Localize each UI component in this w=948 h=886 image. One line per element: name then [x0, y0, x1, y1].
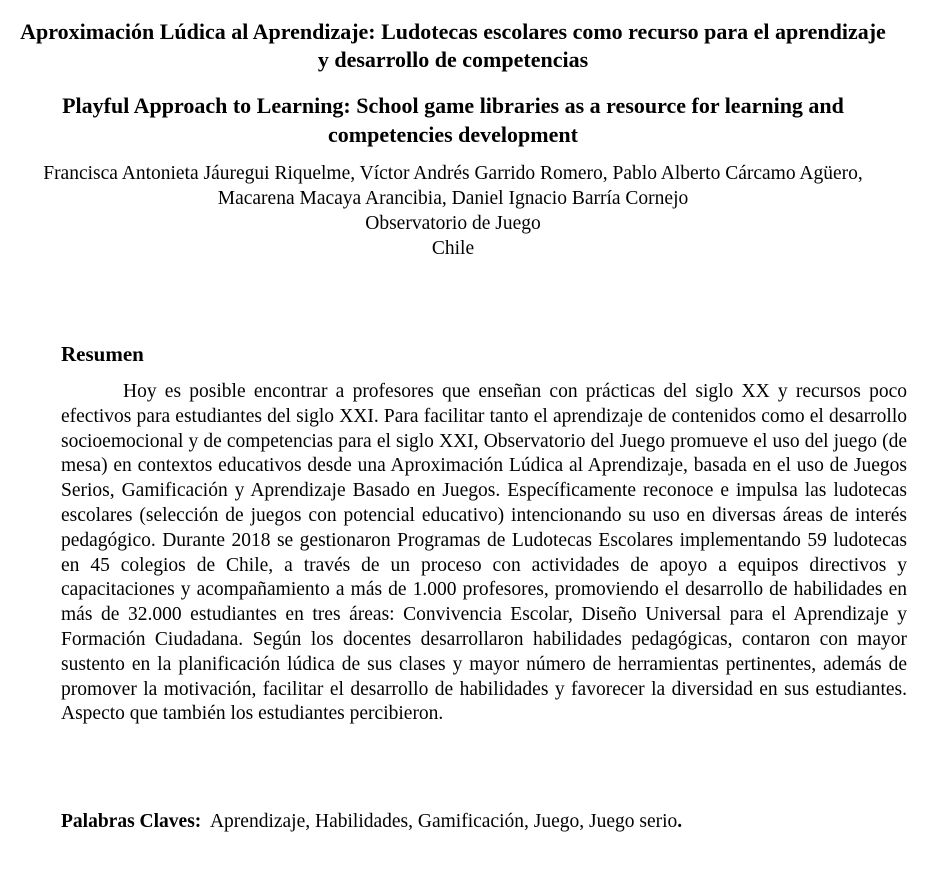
title-english: Playful Approach to Learning: School game libraries as a resource for learning and competencies development	[62, 93, 844, 147]
keywords-label: Palabras Claves:	[61, 811, 202, 832]
abstract-heading: Resumen	[61, 342, 144, 366]
keywords	[61, 809, 907, 834]
affiliation-country: Chile	[431, 238, 475, 259]
author-list: Francisca Antonieta Jáuregui Riquelme, Víctor Andrés Garrido Romero, Pablo Alberto Cárcamo Agüero, Macarena Macaya Arancibia, Daniel Ignacio Barría Cornejo	[43, 163, 863, 209]
abstract-body: Hoy es posible encontrar a profesores que enseñan con prácticas del siglo XX y recursos poco efectivos para estudiantes del siglo XXI. Para facilitar tanto el aprendizaje de contenidos como el desarrollo socioemocional y de competencias para el siglo XXI, Observatorio del Juego promueve el uso del juego (de mesa) en contextos educativos desde una Aproximación Lúdica al Aprendizaje, basada en el uso de Juegos Serios, Gamificación y Aprendizaje Basado en Juegos. Específicamente reconoce e impulsa las ludotecas escolares (selección de juegos con potencial educativo) intencionando su uso en diversas áreas de interés pedagógico. Durante 2018 se gestionaron Programas de Ludotecas Escolares implementando 59 ludotecas en 45 colegios de Chile, a través de un proceso con actividades de apoyo a equipos directivos y capacitaciones y acompañamiento a más de 1.000 profesores, promoviendo el desarrollo de habilidades en más de 32.000 estudiantes en tres áreas: Convivencia Escolar, Diseño Universal para el Aprendizaje y Formación Ciudadana. Según los docentes desarrollaron habilidades pedagógicas, contaron con mayor sustento en la planificación lúdica de sus clases y mayor número de herramientas pertinentes, además de promover la motivación, facilitar el desarrollo de habilidades y favorecer la diversidad en sus estudiantes. Aspecto que también los estudiantes percibieron.	[61, 381, 907, 725]
keywords-period: .	[677, 811, 683, 832]
keywords-list: Aprendizaje, Habilidades, Gamificación, Juego, Juego serio	[209, 811, 678, 832]
affiliation-organization: Observatorio de Juego	[365, 213, 541, 234]
title-spanish: Aproximación Lúdica al Aprendizaje: Ludotecas escolares como recurso para el aprendizaje y desarrollo de competencias	[20, 19, 886, 72]
affiliation	[20, 211, 886, 261]
